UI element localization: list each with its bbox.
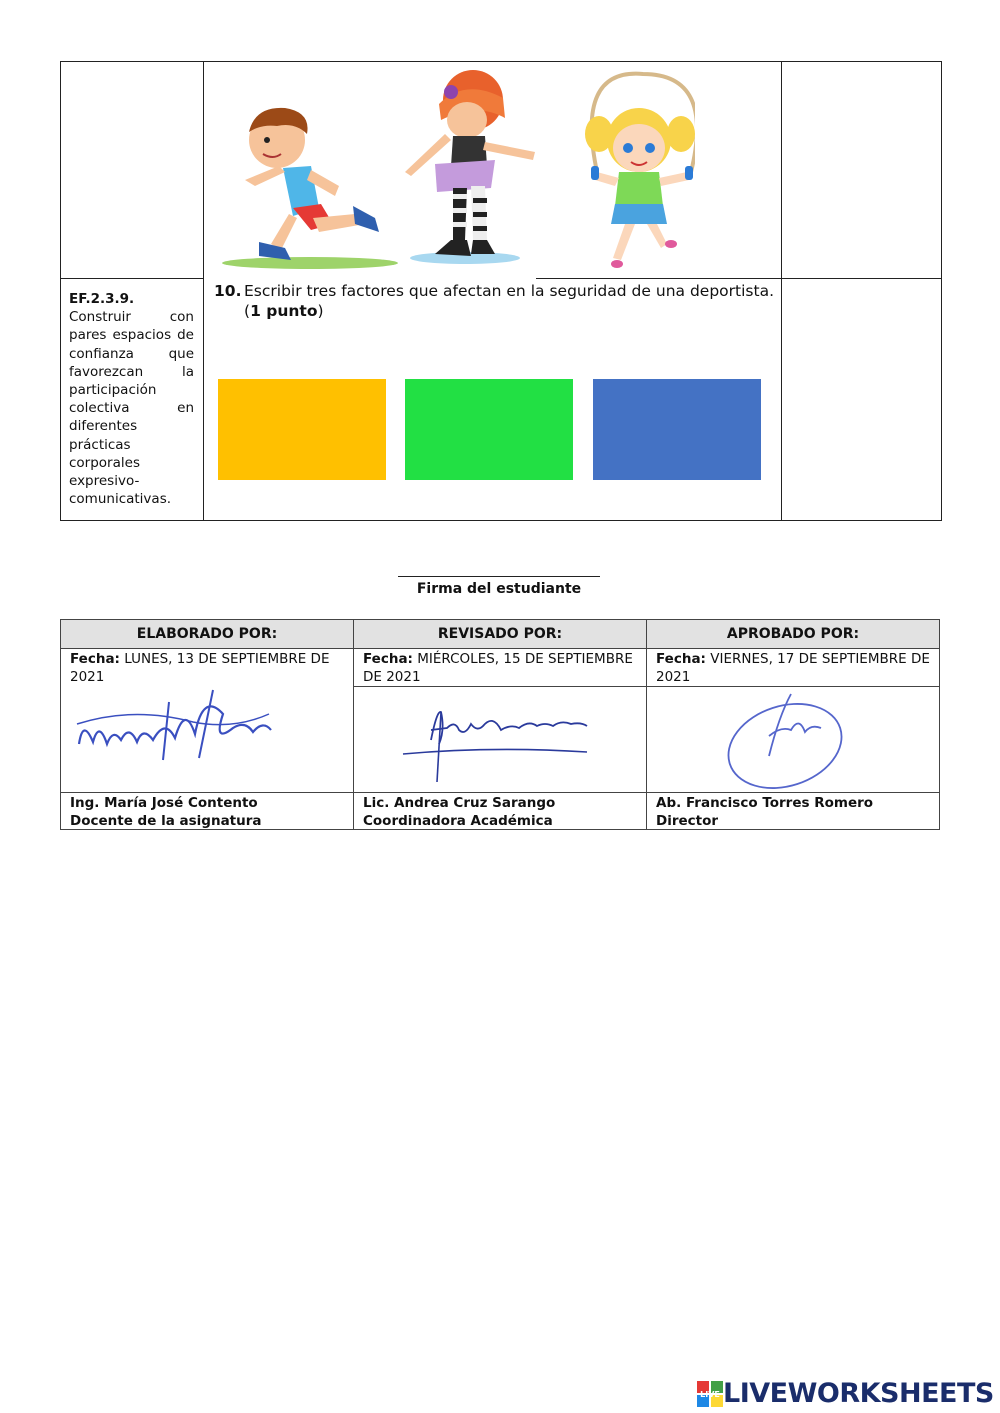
date-label: Fecha: (363, 651, 413, 667)
date-value: MIÉRCOLES, 15 DE SEPTIEMBRE DE 2021 (363, 651, 633, 685)
name-revisado: Lic. Andrea Cruz Sarango (363, 795, 556, 811)
role-aprobado: Director (656, 813, 719, 829)
answer-box-yellow[interactable] (218, 379, 386, 480)
liveworksheets-logo[interactable] (697, 1378, 994, 1409)
question-number: 10. (214, 282, 242, 300)
running-boy-image (222, 108, 398, 269)
date-value: VIERNES, 17 DE SEPTIEMBRE DE 2021 (656, 651, 930, 685)
indicator-code: EF.2.3.9. (69, 291, 135, 307)
student-signature-label: Firma del estudiante (416, 581, 582, 597)
header-revisado: REVISADO POR: (354, 620, 646, 649)
kids-illustration (215, 68, 695, 276)
answer-box-blue[interactable] (593, 379, 761, 480)
header-elaborado: ELABORADO POR: (61, 620, 353, 649)
date-label: Fecha: (70, 651, 120, 667)
signature-contento (73, 684, 273, 764)
name-elaborado: Ing. María José Contento (70, 795, 258, 811)
illustrations (215, 68, 695, 276)
header-aprobado: APROBADO POR: (647, 620, 939, 649)
indicator-text: Construir con pares espacios de confianza que favorezcan la participación colectiva en diferentes prácticas corporales expresivo-comunicativas. (69, 309, 194, 508)
liveworksheets-logo-icon (697, 1381, 723, 1407)
question-points: 1 punto (250, 302, 318, 320)
question-text-before: Escribir tres factores que afectan en la seguridad de una deportista. ( (244, 282, 774, 320)
date-value: LUNES, 13 DE SEPTIEMBRE DE 2021 (70, 651, 330, 685)
role-elaborado: Docente de la asignatura (70, 813, 262, 829)
date-aprobado (656, 650, 934, 686)
jump-rope-girl-image (585, 74, 695, 268)
role-revisado: Coordinadora Académica (363, 813, 553, 829)
ballet-girl-image (405, 70, 535, 264)
signature-torres (721, 686, 851, 792)
name-aprobado: Ab. Francisco Torres Romero (656, 795, 874, 811)
question-text (244, 281, 774, 321)
date-elaborado (70, 650, 345, 686)
date-revisado (363, 650, 643, 686)
signature-cruz (401, 700, 601, 784)
student-signature-line[interactable] (398, 576, 600, 577)
logo-badge-text: LIVE (700, 1389, 720, 1399)
logo-text: LIVEWORKSHEETS (723, 1378, 994, 1409)
date-label: Fecha: (656, 651, 706, 667)
question-text-after: ) (317, 302, 324, 320)
approval-table (60, 619, 940, 830)
answer-box-green[interactable] (405, 379, 573, 480)
indicator-cell (69, 290, 194, 508)
